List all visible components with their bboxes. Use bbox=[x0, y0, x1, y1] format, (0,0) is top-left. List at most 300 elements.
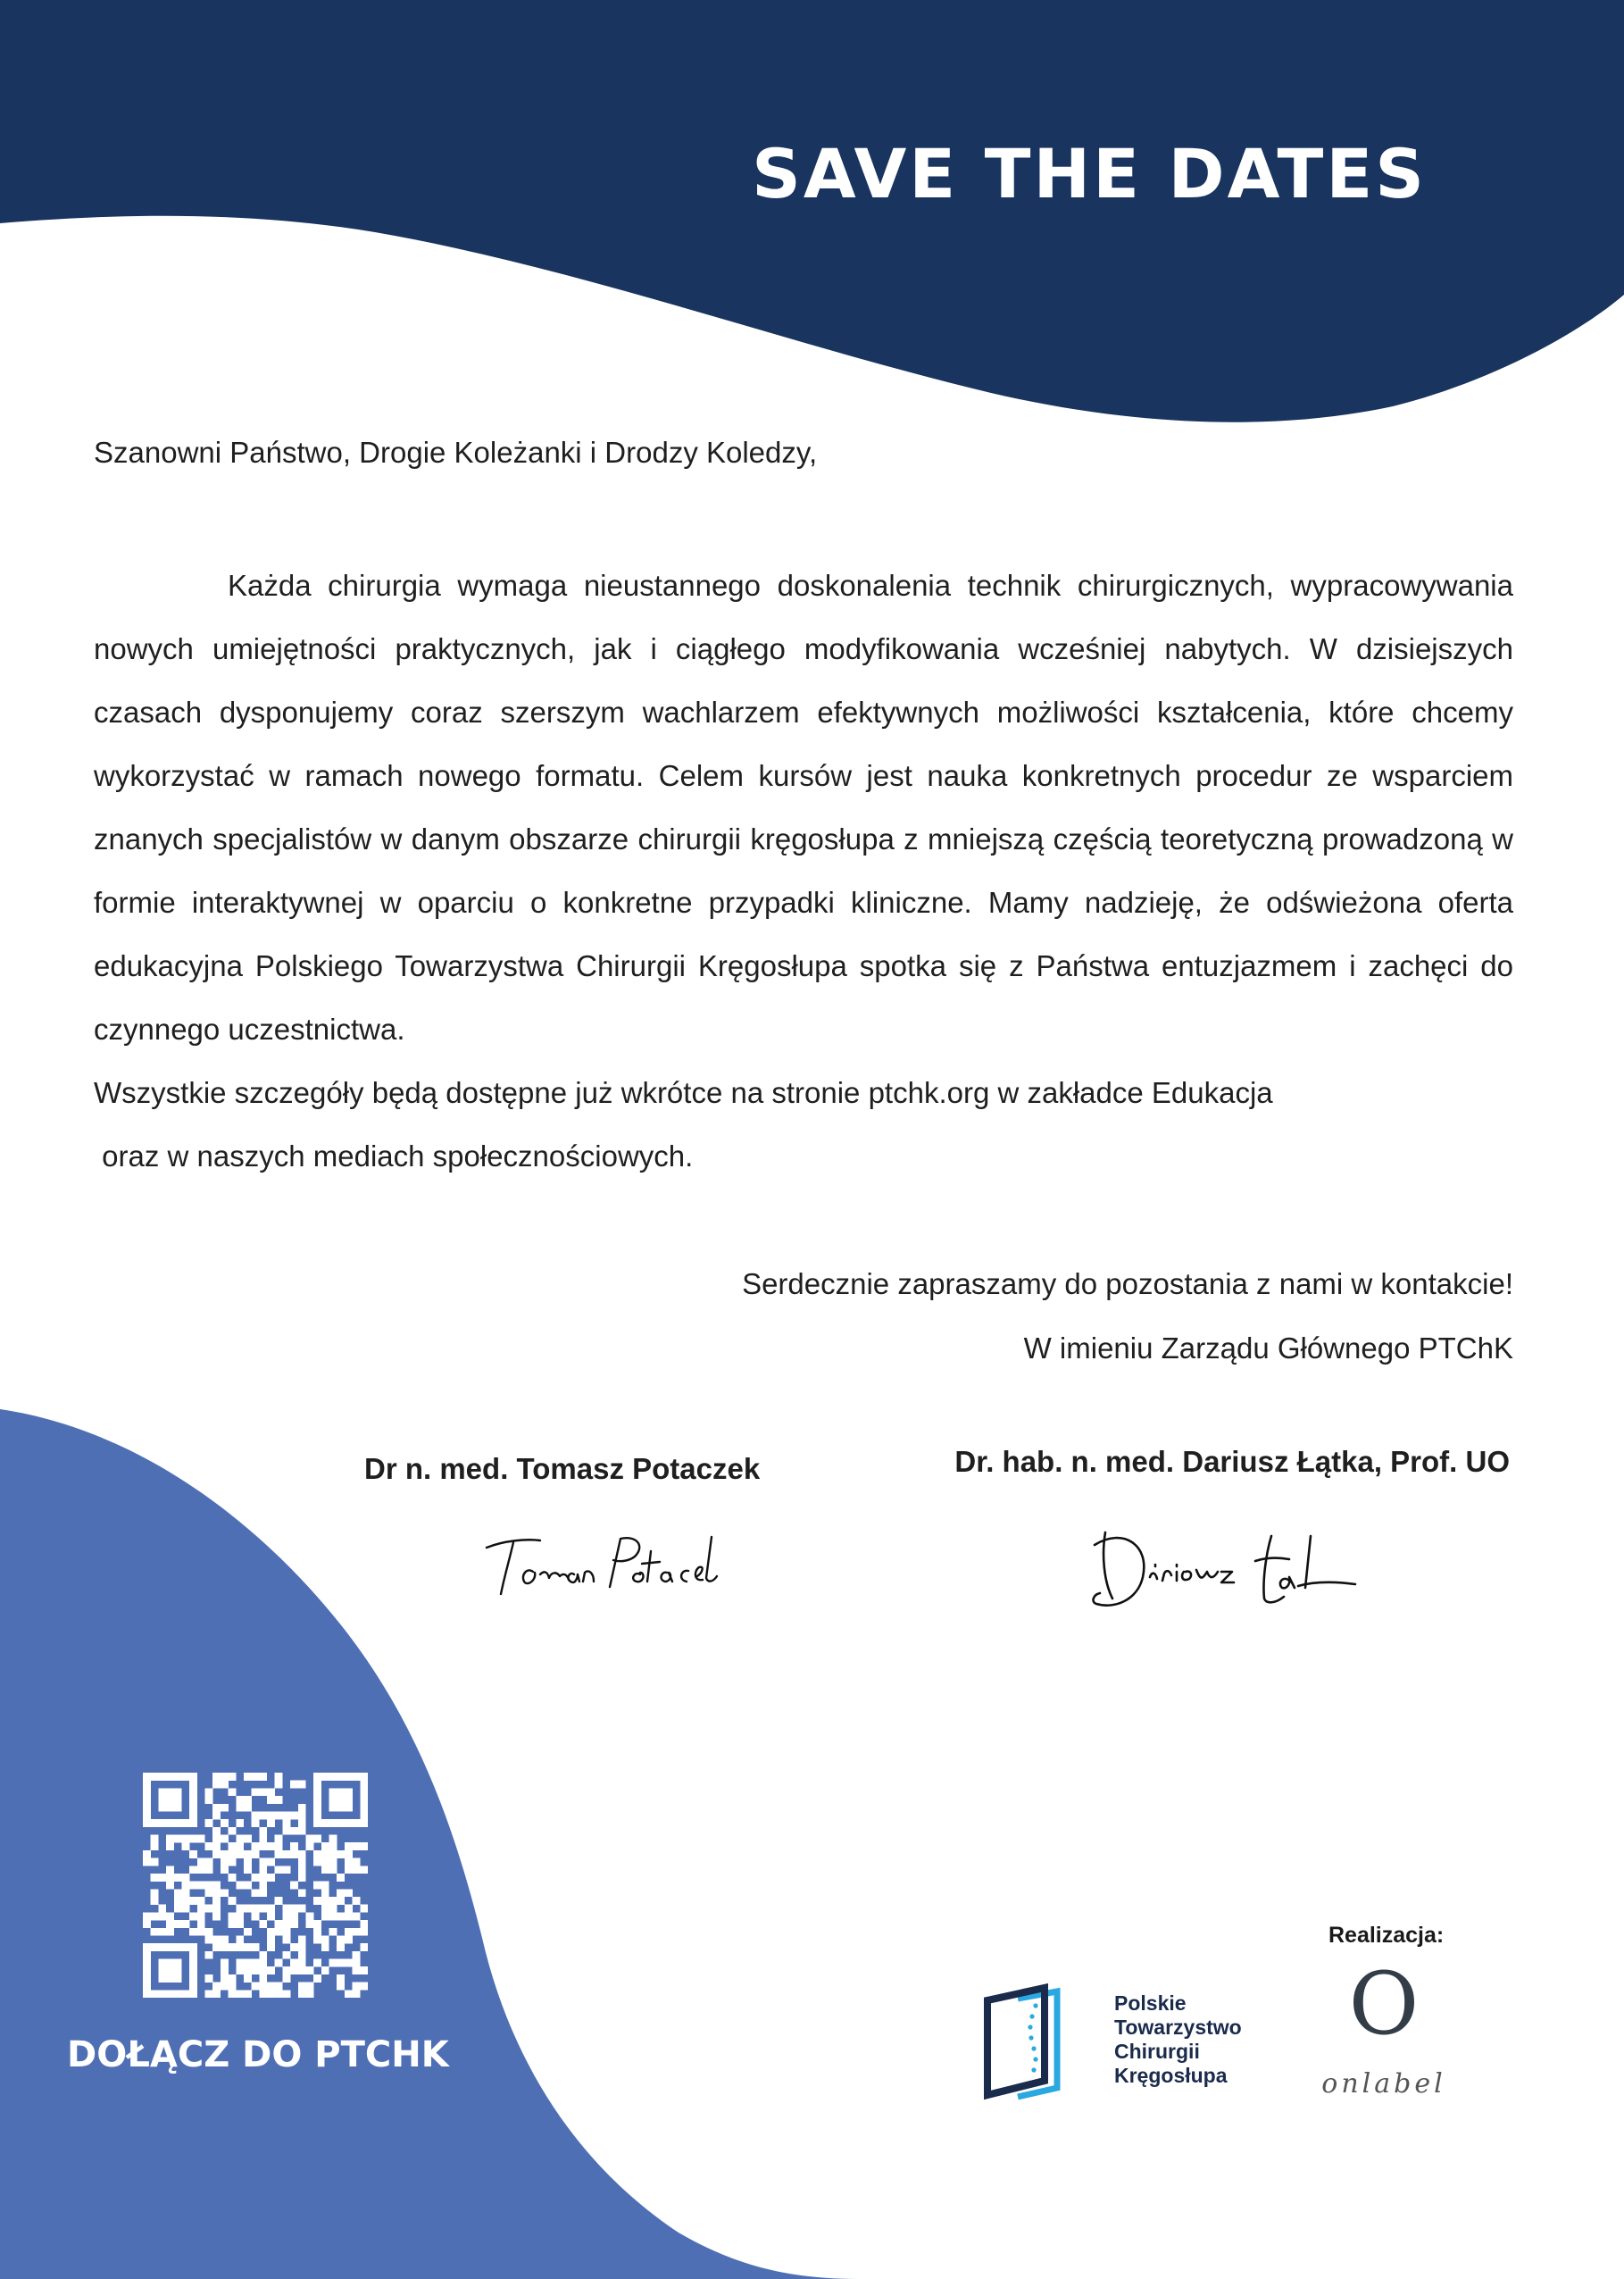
qr-module bbox=[313, 1804, 321, 1812]
qr-module bbox=[236, 1912, 244, 1920]
qr-module bbox=[345, 1866, 353, 1874]
qr-module bbox=[259, 1835, 267, 1843]
ptchk-name-line: Kręgosłupa bbox=[1114, 2064, 1228, 2087]
qr-module bbox=[252, 1983, 260, 1991]
qr-module bbox=[337, 1889, 345, 1897]
qr-module bbox=[181, 1990, 189, 1998]
qr-module bbox=[244, 1858, 252, 1866]
qr-module bbox=[313, 1935, 321, 1943]
qr-module bbox=[143, 1850, 151, 1858]
qr-module bbox=[252, 1966, 260, 1974]
qr-module bbox=[259, 1874, 267, 1882]
qr-module bbox=[353, 1983, 361, 1991]
qr-module bbox=[337, 1796, 345, 1804]
qr-module bbox=[275, 1781, 283, 1789]
qr-module bbox=[166, 1920, 174, 1928]
qr-module bbox=[345, 1804, 353, 1812]
qr-module bbox=[290, 1781, 298, 1789]
qr-module bbox=[353, 1858, 361, 1866]
qr-module bbox=[236, 1850, 244, 1858]
qr-module bbox=[205, 1842, 213, 1850]
qr-module bbox=[313, 1819, 321, 1827]
qr-module bbox=[229, 1920, 237, 1928]
qr-module bbox=[221, 1858, 229, 1866]
qr-module bbox=[252, 1819, 260, 1827]
qr-module bbox=[158, 1773, 166, 1781]
qr-module bbox=[143, 1796, 151, 1804]
qr-module bbox=[259, 1983, 267, 1991]
qr-module bbox=[259, 1858, 267, 1866]
qr-module bbox=[181, 1819, 189, 1827]
qr-module bbox=[275, 1897, 283, 1905]
qr-module bbox=[252, 1959, 260, 1967]
qr-module bbox=[329, 1819, 337, 1827]
qr-module bbox=[353, 1928, 361, 1936]
qr-module bbox=[174, 1796, 182, 1804]
qr-module bbox=[197, 1882, 205, 1890]
qr-module bbox=[337, 1897, 345, 1905]
qr-module bbox=[259, 1882, 267, 1890]
qr-module bbox=[197, 1835, 205, 1843]
qr-module bbox=[313, 1858, 321, 1866]
qr-module bbox=[221, 1773, 229, 1781]
qr-module bbox=[259, 1827, 267, 1835]
qr-module bbox=[360, 1966, 368, 1974]
qr-module bbox=[345, 1773, 353, 1781]
qr-module bbox=[329, 1788, 337, 1796]
qr-module bbox=[244, 1882, 252, 1890]
qr-module bbox=[221, 1850, 229, 1858]
qr-module bbox=[275, 1959, 283, 1967]
qr-module bbox=[236, 1935, 244, 1943]
qr-module bbox=[275, 1842, 283, 1850]
qr-module bbox=[290, 1959, 298, 1967]
qr-module bbox=[360, 1943, 368, 1951]
qr-module bbox=[360, 1928, 368, 1936]
qr-module bbox=[298, 1966, 306, 1974]
onlabel-logo-icon bbox=[1321, 1960, 1446, 2121]
qr-module bbox=[236, 1966, 244, 1974]
qr-module bbox=[282, 1827, 290, 1835]
qr-module bbox=[143, 1811, 151, 1819]
qr-module bbox=[244, 1966, 252, 1974]
qr-module bbox=[282, 1905, 290, 1913]
letter-paragraph-tail-1: Wszystkie szczegóły będą dostępne już wkrótce na stronie ptchk.org w zakładce Edukacja bbox=[94, 1076, 1273, 1109]
qr-module bbox=[212, 1882, 221, 1890]
qr-module bbox=[298, 1935, 306, 1943]
qr-module bbox=[205, 1882, 213, 1890]
qr-module bbox=[174, 1943, 182, 1951]
qr-module bbox=[212, 1990, 221, 1998]
qr-module bbox=[236, 1959, 244, 1967]
qr-module bbox=[221, 1804, 229, 1812]
qr-module bbox=[158, 1928, 166, 1936]
qr-module bbox=[189, 1788, 197, 1796]
qr-module bbox=[189, 1773, 197, 1781]
qr-module bbox=[143, 1858, 151, 1866]
qr-module bbox=[212, 1781, 221, 1789]
qr-code-icon[interactable] bbox=[143, 1773, 368, 1998]
qr-module bbox=[290, 1912, 298, 1920]
qr-module bbox=[353, 1966, 361, 1974]
qr-module bbox=[337, 1773, 345, 1781]
qr-module bbox=[229, 1874, 237, 1882]
qr-module bbox=[298, 1827, 306, 1835]
qr-module bbox=[305, 1920, 313, 1928]
qr-module bbox=[252, 1773, 260, 1781]
qr-module bbox=[267, 1928, 275, 1936]
qr-module bbox=[158, 1796, 166, 1804]
qr-module bbox=[229, 1912, 237, 1920]
qr-module bbox=[181, 1842, 189, 1850]
qr-module bbox=[181, 1773, 189, 1781]
qr-module bbox=[345, 1842, 353, 1850]
qr-module bbox=[229, 1850, 237, 1858]
qr-module bbox=[290, 1966, 298, 1974]
qr-module bbox=[151, 1835, 159, 1843]
qr-module bbox=[212, 1897, 221, 1905]
qr-module bbox=[267, 1990, 275, 1998]
qr-module bbox=[151, 1943, 159, 1951]
closing-line-2: W imieniu Zarządu Głównego PTChK bbox=[1023, 1332, 1513, 1365]
qr-module bbox=[229, 1897, 237, 1905]
qr-module bbox=[321, 1889, 329, 1897]
qr-module bbox=[345, 1788, 353, 1796]
qr-module bbox=[259, 1966, 267, 1974]
qr-module bbox=[143, 1920, 151, 1928]
qr-module bbox=[181, 1889, 189, 1897]
qr-module bbox=[205, 1889, 213, 1897]
qr-module bbox=[345, 1796, 353, 1804]
qr-module bbox=[174, 1788, 182, 1796]
qr-module bbox=[259, 1920, 267, 1928]
qr-module bbox=[345, 1889, 353, 1897]
qr-module bbox=[189, 1928, 197, 1936]
qr-module bbox=[259, 1773, 267, 1781]
qr-module bbox=[305, 1912, 313, 1920]
qr-module bbox=[282, 1850, 290, 1858]
qr-module bbox=[189, 1804, 197, 1812]
qr-module bbox=[321, 1850, 329, 1858]
qr-module bbox=[329, 1773, 337, 1781]
qr-module bbox=[321, 1842, 329, 1850]
qr-module bbox=[236, 1943, 244, 1951]
qr-module bbox=[229, 1983, 237, 1991]
qr-module bbox=[252, 1889, 260, 1897]
qr-module bbox=[181, 1897, 189, 1905]
qr-module bbox=[181, 1905, 189, 1913]
qr-module bbox=[267, 1842, 275, 1850]
qr-module bbox=[158, 1943, 166, 1951]
qr-module bbox=[244, 1804, 252, 1812]
qr-module bbox=[275, 1983, 283, 1991]
qr-module bbox=[252, 1874, 260, 1882]
qr-module bbox=[282, 1866, 290, 1874]
letter-paragraph-tail-2: oraz w naszych mediach społecznościowych. bbox=[94, 1140, 694, 1173]
qr-module bbox=[259, 1951, 267, 1959]
signature-1-image bbox=[478, 1523, 719, 1603]
qr-module bbox=[353, 1819, 361, 1827]
qr-module bbox=[282, 1819, 290, 1827]
qr-module bbox=[174, 1835, 182, 1843]
qr-module bbox=[259, 1842, 267, 1850]
qr-module bbox=[197, 1905, 205, 1913]
qr-module bbox=[267, 1935, 275, 1943]
qr-module bbox=[221, 1835, 229, 1843]
qr-module bbox=[275, 1990, 283, 1998]
qr-module bbox=[229, 1943, 237, 1951]
qr-module bbox=[313, 1788, 321, 1796]
qr-module bbox=[360, 1842, 368, 1850]
qr-module bbox=[298, 1943, 306, 1951]
salutation: Szanowni Państwo, Drogie Koleżanki i Drodzy Koledzy, bbox=[94, 436, 818, 469]
qr-module bbox=[166, 1796, 174, 1804]
qr-module bbox=[360, 1905, 368, 1913]
qr-module bbox=[205, 1935, 213, 1943]
qr-module bbox=[290, 1943, 298, 1951]
qr-module bbox=[143, 1983, 151, 1991]
qr-module bbox=[353, 1959, 361, 1967]
qr-module bbox=[166, 1959, 174, 1967]
qr-module bbox=[267, 1796, 275, 1804]
qr-module bbox=[267, 1912, 275, 1920]
qr-module bbox=[313, 1835, 321, 1843]
qr-module bbox=[244, 1866, 252, 1874]
qr-module bbox=[321, 1943, 329, 1951]
qr-module bbox=[290, 1882, 298, 1890]
qr-module bbox=[298, 1905, 306, 1913]
qr-module bbox=[244, 1835, 252, 1843]
qr-module bbox=[143, 1804, 151, 1812]
qr-module bbox=[151, 1842, 159, 1850]
qr-module bbox=[143, 1990, 151, 1998]
qr-module bbox=[229, 1827, 237, 1835]
qr-module bbox=[174, 1819, 182, 1827]
qr-module bbox=[360, 1866, 368, 1874]
qr-module bbox=[298, 1866, 306, 1874]
qr-module bbox=[353, 1866, 361, 1874]
qr-module bbox=[337, 1935, 345, 1943]
qr-module bbox=[151, 1912, 159, 1920]
qr-module bbox=[259, 1905, 267, 1913]
qr-module bbox=[221, 1974, 229, 1983]
qr-module bbox=[259, 1866, 267, 1874]
qr-module bbox=[236, 1804, 244, 1812]
qr-module bbox=[244, 1850, 252, 1858]
qr-module bbox=[267, 1874, 275, 1882]
qr-module bbox=[337, 1788, 345, 1796]
qr-module bbox=[252, 1788, 260, 1796]
qr-module bbox=[151, 1889, 159, 1897]
qr-module bbox=[353, 1990, 361, 1998]
qr-module bbox=[282, 1920, 290, 1928]
qr-module bbox=[151, 1874, 159, 1882]
qr-module bbox=[244, 1928, 252, 1936]
qr-module bbox=[252, 1850, 260, 1858]
qr-module bbox=[221, 1983, 229, 1991]
qr-module bbox=[313, 1974, 321, 1983]
qr-module bbox=[275, 1796, 283, 1804]
qr-module bbox=[166, 1882, 174, 1890]
qr-module bbox=[267, 1966, 275, 1974]
qr-module bbox=[189, 1866, 197, 1874]
qr-module bbox=[321, 1773, 329, 1781]
qr-module bbox=[298, 1959, 306, 1967]
qr-module bbox=[360, 1920, 368, 1928]
qr-module bbox=[244, 1773, 252, 1781]
qr-module bbox=[305, 1966, 313, 1974]
qr-module bbox=[189, 1781, 197, 1789]
qr-module bbox=[267, 1905, 275, 1913]
qr-module bbox=[189, 1796, 197, 1804]
qr-module bbox=[166, 1788, 174, 1796]
signer-1-name: Dr n. med. Tomasz Potaczek bbox=[364, 1452, 761, 1485]
qr-module bbox=[259, 1990, 267, 1998]
qr-module bbox=[244, 1905, 252, 1913]
qr-module bbox=[313, 1897, 321, 1905]
qr-module bbox=[174, 1966, 182, 1974]
qr-module bbox=[212, 1835, 221, 1843]
qr-module bbox=[166, 1835, 174, 1843]
qr-module bbox=[305, 1835, 313, 1843]
qr-module bbox=[329, 1850, 337, 1858]
qr-module bbox=[166, 1912, 174, 1920]
qr-module bbox=[275, 1773, 283, 1781]
qr-module bbox=[345, 1928, 353, 1936]
qr-module bbox=[290, 1905, 298, 1913]
qr-module bbox=[345, 1912, 353, 1920]
qr-module bbox=[166, 1974, 174, 1983]
qr-module bbox=[236, 1819, 244, 1827]
qr-module bbox=[174, 1990, 182, 1998]
qr-module bbox=[143, 1974, 151, 1983]
qr-module bbox=[212, 1842, 221, 1850]
ptchk-name-line: Polskie bbox=[1114, 1991, 1187, 2015]
qr-module bbox=[229, 1974, 237, 1983]
qr-module bbox=[174, 1905, 182, 1913]
qr-module bbox=[236, 1882, 244, 1890]
qr-module bbox=[166, 1819, 174, 1827]
qr-module bbox=[252, 1811, 260, 1819]
qr-module bbox=[174, 1889, 182, 1897]
qr-module bbox=[189, 1811, 197, 1819]
qr-module bbox=[282, 1811, 290, 1819]
qr-module bbox=[360, 1796, 368, 1804]
qr-module bbox=[329, 1928, 337, 1936]
qr-module bbox=[282, 1974, 290, 1983]
qr-module bbox=[282, 1935, 290, 1943]
qr-module bbox=[298, 1850, 306, 1858]
qr-module bbox=[353, 1842, 361, 1850]
qr-module bbox=[205, 1819, 213, 1827]
qr-module bbox=[298, 1951, 306, 1959]
qr-module bbox=[244, 1796, 252, 1804]
qr-module bbox=[298, 1858, 306, 1866]
qr-module bbox=[345, 1905, 353, 1913]
qr-module bbox=[329, 1912, 337, 1920]
qr-module bbox=[212, 1804, 221, 1812]
letter-body bbox=[94, 554, 1513, 1188]
qr-module bbox=[345, 1819, 353, 1827]
qr-module bbox=[143, 1819, 151, 1827]
qr-module bbox=[313, 1882, 321, 1890]
qr-module bbox=[189, 1850, 197, 1858]
qr-module bbox=[282, 1990, 290, 1998]
qr-module bbox=[275, 1920, 283, 1928]
qr-module bbox=[236, 1796, 244, 1804]
qr-module bbox=[166, 1842, 174, 1850]
qr-module bbox=[158, 1905, 166, 1913]
qr-module bbox=[158, 1912, 166, 1920]
qr-module bbox=[236, 1920, 244, 1928]
qr-module bbox=[151, 1773, 159, 1781]
qr-module bbox=[298, 1874, 306, 1882]
qr-module bbox=[221, 1866, 229, 1874]
qr-module bbox=[143, 1959, 151, 1967]
qr-module bbox=[205, 1951, 213, 1959]
qr-module bbox=[229, 1773, 237, 1781]
qr-module bbox=[353, 1897, 361, 1905]
qr-module bbox=[345, 1935, 353, 1943]
signature-2-image bbox=[1087, 1518, 1364, 1616]
qr-module bbox=[158, 1874, 166, 1882]
qr-module bbox=[321, 1905, 329, 1913]
qr-module bbox=[181, 1835, 189, 1843]
qr-module bbox=[329, 1866, 337, 1874]
qr-module bbox=[275, 1850, 283, 1858]
qr-module bbox=[212, 1811, 221, 1819]
qr-module bbox=[143, 1781, 151, 1789]
join-ptchk-label: DOŁĄCZ DO PTCHK bbox=[67, 2034, 449, 2075]
qr-module bbox=[313, 1811, 321, 1819]
qr-module bbox=[189, 1912, 197, 1920]
qr-module bbox=[329, 1804, 337, 1812]
qr-module bbox=[221, 1966, 229, 1974]
qr-module bbox=[143, 1788, 151, 1796]
qr-module bbox=[166, 1966, 174, 1974]
qr-module bbox=[290, 1827, 298, 1835]
qr-module bbox=[267, 1858, 275, 1866]
qr-module bbox=[212, 1773, 221, 1781]
qr-module bbox=[290, 1811, 298, 1819]
qr-module bbox=[298, 1983, 306, 1991]
qr-module bbox=[158, 1990, 166, 1998]
qr-module bbox=[189, 1966, 197, 1974]
qr-module bbox=[259, 1788, 267, 1796]
qr-module bbox=[205, 1928, 213, 1936]
closing-line-1: Serdecznie zapraszamy do pozostania z nami w kontakcie! bbox=[742, 1267, 1513, 1300]
qr-module bbox=[345, 1858, 353, 1866]
qr-module bbox=[166, 1773, 174, 1781]
ptchk-logo-icon bbox=[982, 1983, 1062, 2112]
qr-module bbox=[337, 1974, 345, 1983]
qr-module bbox=[259, 1959, 267, 1967]
onlabel-wordmark: onlabel bbox=[1321, 2068, 1446, 2100]
qr-module bbox=[166, 1874, 174, 1882]
qr-module bbox=[197, 1928, 205, 1936]
qr-module bbox=[212, 1912, 221, 1920]
qr-module bbox=[212, 1905, 221, 1913]
qr-module bbox=[337, 1804, 345, 1812]
qr-module bbox=[189, 1959, 197, 1967]
qr-module bbox=[166, 1804, 174, 1812]
qr-module bbox=[360, 1788, 368, 1796]
qr-module bbox=[236, 1905, 244, 1913]
qr-module bbox=[298, 1819, 306, 1827]
qr-module bbox=[212, 1889, 221, 1897]
qr-module bbox=[205, 1866, 213, 1874]
qr-module bbox=[158, 1804, 166, 1812]
